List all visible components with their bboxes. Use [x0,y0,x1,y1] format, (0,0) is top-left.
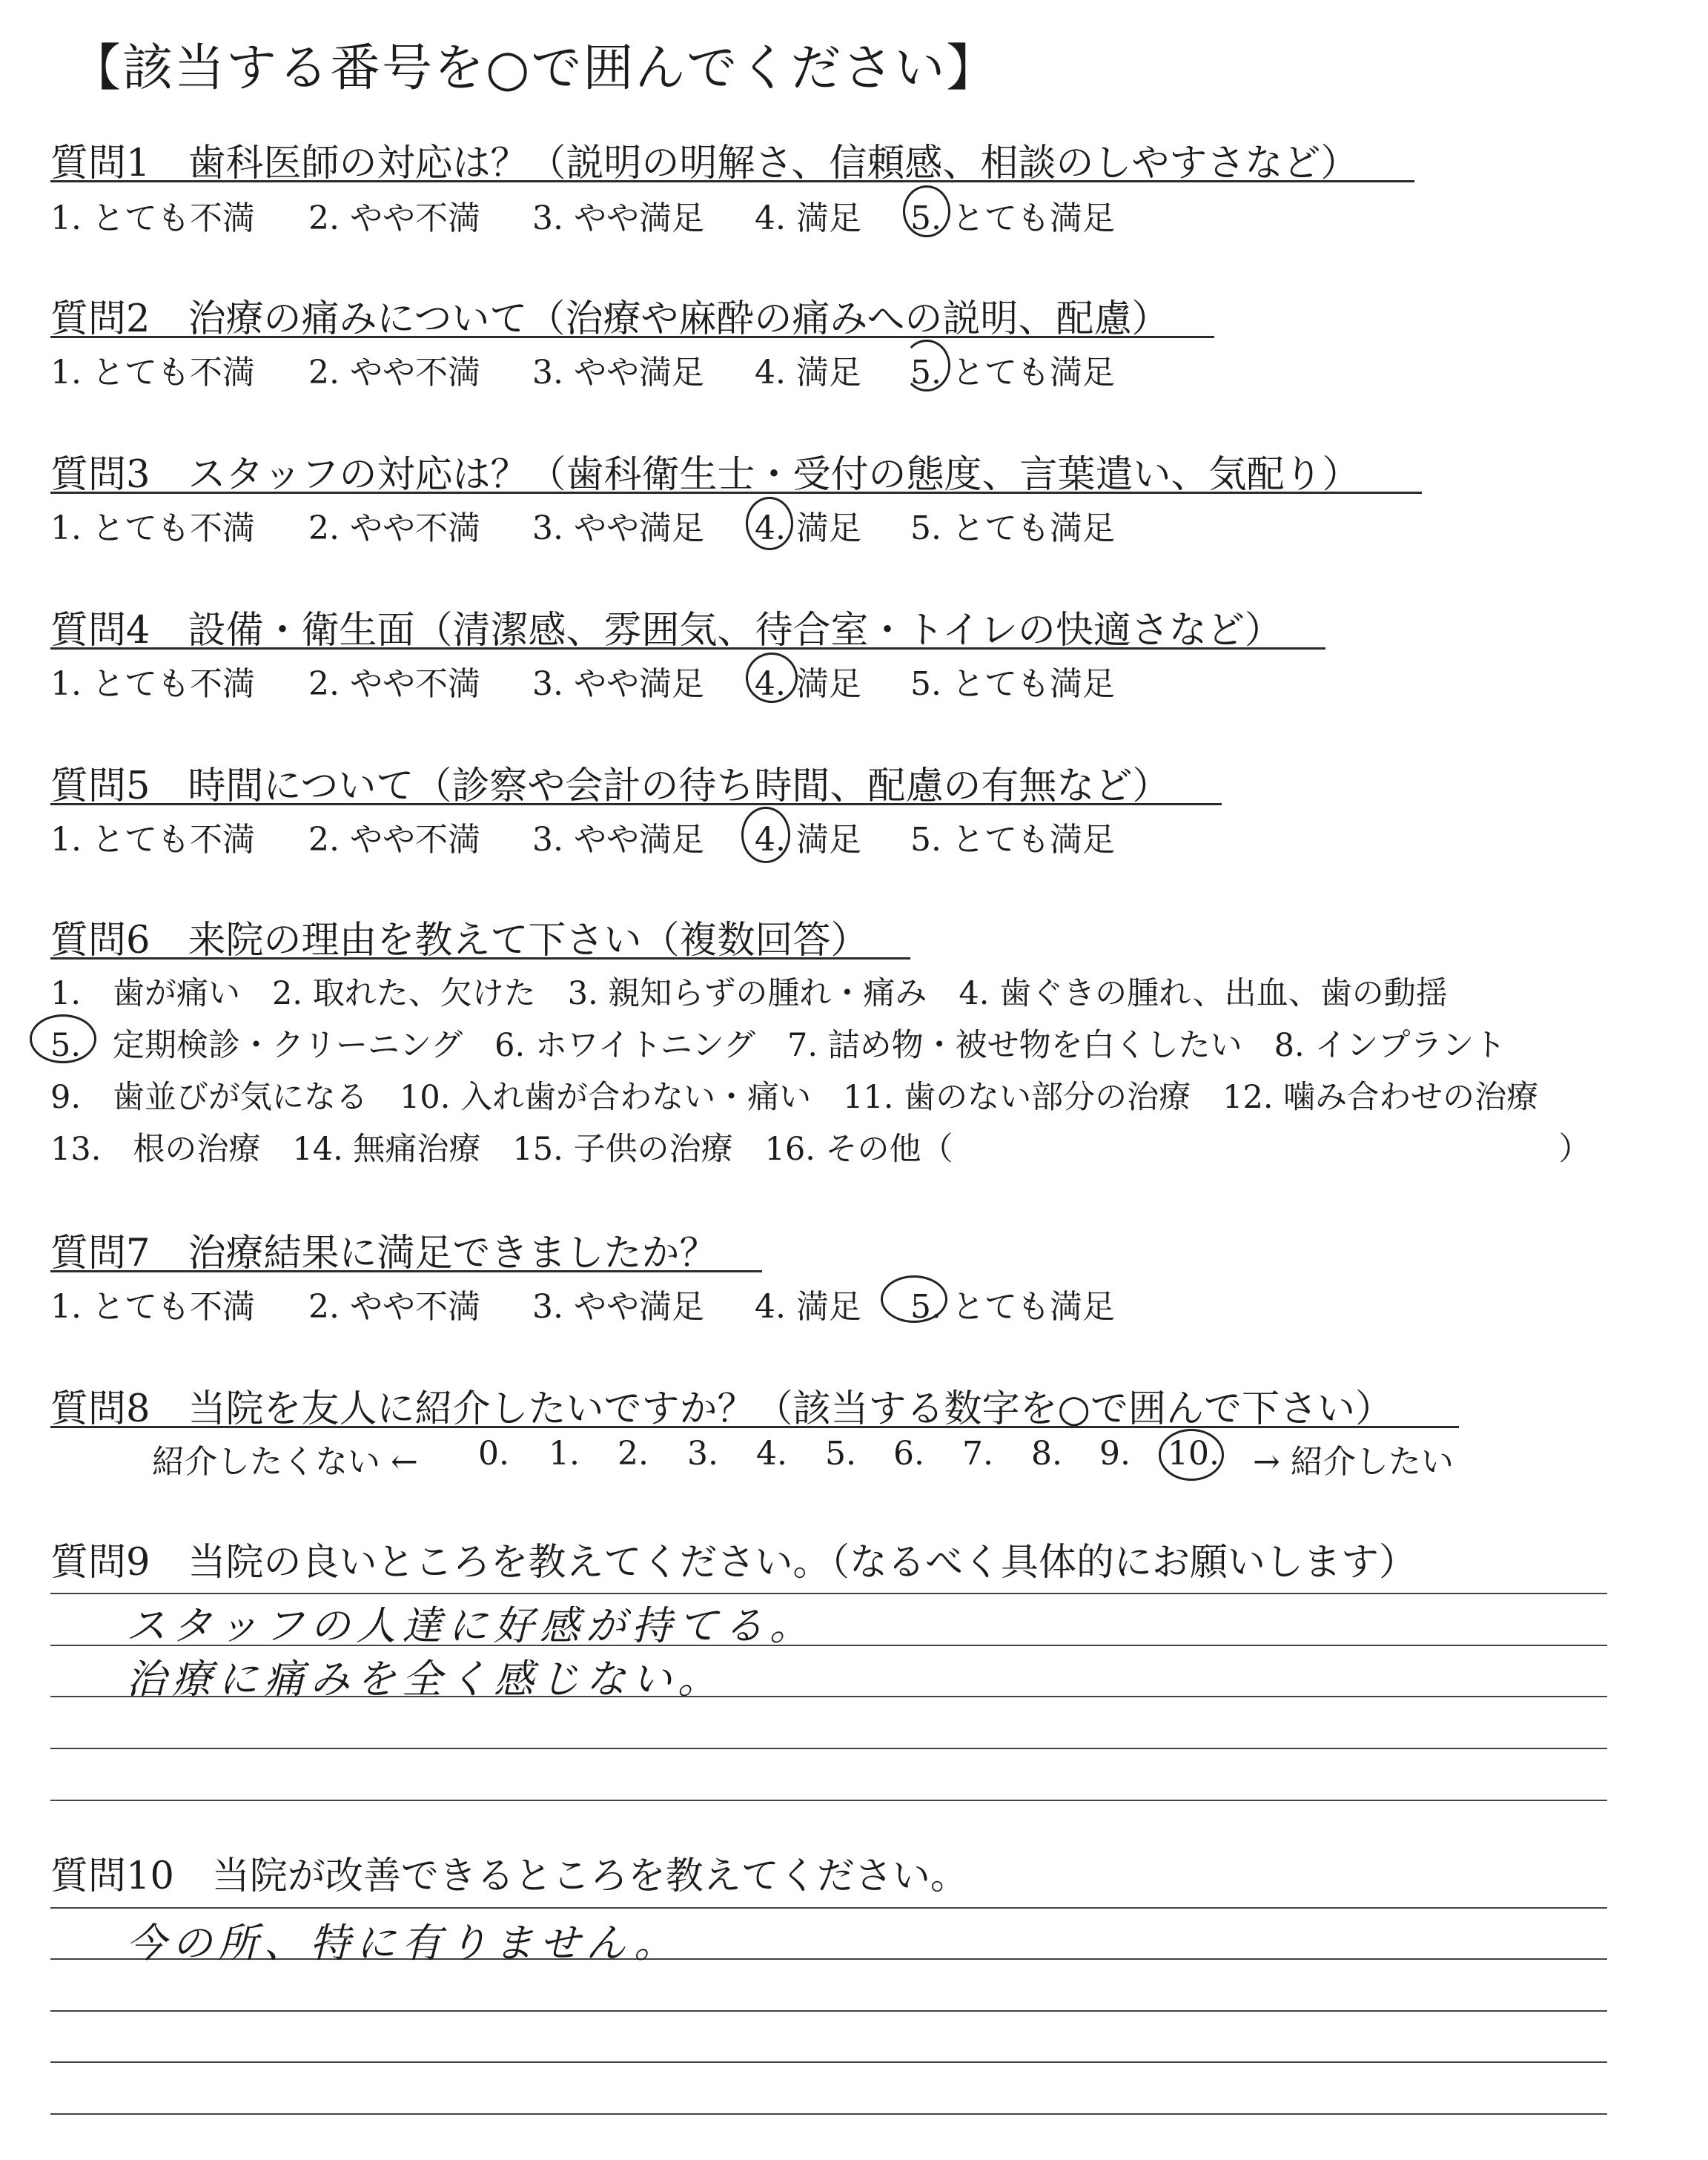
question-1-options [50,191,1237,236]
q1-option-1[interactable]: 1. とても不満 [50,199,255,237]
q4-selected-circle [746,653,798,703]
q10-answer-line [50,2061,1607,2063]
question-6-underline [50,957,910,960]
q5-option-1[interactable]: 1. とても不満 [50,821,255,859]
q8-selected-circle [1159,1429,1224,1481]
q8-score-10[interactable]: 10. [1168,1435,1219,1473]
q8-right-label: → 紹介したい [1253,1443,1454,1481]
instruction-header: 【該当する番号を○で囲んでください】 [70,39,999,98]
q4-option-3[interactable]: 3. やや満足 [532,665,704,703]
q6-reason-row-2[interactable]: 5. 定期検診・クリーニング 6. ホワイトニング 7. 詰め物・被せ物を白くしたい 8. インプラント [50,1027,1506,1064]
q5-selected-circle [741,807,790,863]
q2-option-3[interactable]: 3. やや満足 [532,354,704,392]
q9-answer-line [50,1800,1607,1801]
question-5-options [50,813,1237,857]
q1-option-3[interactable]: 3. やや満足 [532,199,704,237]
q4-option-4[interactable]: 4. 満足 [755,665,861,703]
q10-answer-line [50,1907,1607,1909]
question-8-underline [50,1426,1459,1428]
q10-handwritten-answer-1: 今の所、特に有りません。 [126,1920,681,1966]
question-4-title: 質問4 設備・衛生面（清潔感、雰囲気、待合室・トイレの快適さなど） [50,609,1282,653]
q10-answer-line [50,2113,1607,2115]
question-4-underline [50,647,1325,650]
question-4-options [50,657,1237,701]
q3-option-2[interactable]: 2. やや不満 [308,509,480,547]
question-1-title: 質問1 歯科医師の対応は？（説明の明解さ、信頼感、相談のしやすさなど） [50,142,1359,185]
question-7-title: 質問7 治療結果に満足できましたか？ [50,1232,718,1275]
question-9-title: 質問9 当院の良いところを教えてください。（なるべく具体的にお願いします） [50,1541,1417,1585]
q8-left-label: 紹介したくない ← [152,1443,418,1481]
q2-option-2[interactable]: 2. やや不満 [308,354,480,392]
q4-option-1[interactable]: 1. とても不満 [50,665,255,703]
q2-selected-circle [903,340,950,392]
q5-option-4[interactable]: 4. 満足 [755,821,861,859]
q7-option-5[interactable]: 5. とても満足 [910,1288,1115,1326]
q6-reason-row-4[interactable]: 13. 根の治療 14. 無痛治療 15. 子供の治療 16. その他（ ） [50,1131,1591,1168]
question-3-title: 質問3 スタッフの対応は？（歯科衛生士・受付の態度、言葉遣い、気配り） [50,453,1360,497]
q3-option-1[interactable]: 1. とても不満 [50,509,255,547]
q1-selected-circle [903,185,950,237]
question-2-title: 質問2 治療の痛みについて（治療や麻酔の痛みへの説明、配慮） [50,297,1170,341]
question-1-underline [50,180,1414,182]
q9-answer-line [50,1748,1607,1749]
question-5-underline [50,803,1222,805]
q3-option-5[interactable]: 5. とても満足 [910,509,1115,547]
q8-score-3[interactable]: 3. [687,1435,718,1473]
q5-option-5[interactable]: 5. とても満足 [910,821,1115,859]
q8-score-7[interactable]: 7. [962,1435,993,1473]
q1-option-5[interactable]: 5. とても満足 [910,199,1115,237]
q2-option-1[interactable]: 1. とても不満 [50,354,255,392]
q8-score-1[interactable]: 1. [549,1435,580,1473]
q4-option-2[interactable]: 2. やや不満 [308,665,480,703]
question-8-title: 質問8 当院を友人に紹介したいですか？（該当する数字を○で囲んで下さい） [50,1387,1393,1431]
q2-option-5[interactable]: 5. とても満足 [910,354,1115,392]
q2-option-4[interactable]: 4. 満足 [755,354,861,392]
q3-option-3[interactable]: 3. やや満足 [532,509,704,547]
q3-option-4[interactable]: 4. 満足 [755,509,861,547]
q7-option-3[interactable]: 3. やや満足 [532,1288,704,1326]
q7-option-4[interactable]: 4. 満足 [755,1288,861,1326]
question-2-options [50,346,1237,390]
question-6-title: 質問6 来院の理由を教えて下さい（複数回答） [50,919,869,962]
question-10-title: 質問10 当院が改善できるところを教えてください。 [50,1855,968,1898]
q5-option-2[interactable]: 2. やや不満 [308,821,480,859]
q8-score-9[interactable]: 9. [1099,1435,1131,1473]
q9-handwritten-answer-1: スタッフの人達に好感が持てる。 [126,1602,815,1649]
q7-option-1[interactable]: 1. とても不満 [50,1288,255,1326]
question-7-underline [50,1270,762,1272]
q10-answer-line [50,2010,1607,2012]
q3-selected-circle [746,497,793,550]
q4-option-5[interactable]: 5. とても満足 [910,665,1115,703]
q9-handwritten-answer-2: 治療に痛みを全く感じない。 [126,1656,724,1702]
q7-option-2[interactable]: 2. やや不満 [308,1288,480,1326]
question-7-options [50,1280,1237,1324]
question-2-underline [50,336,1214,338]
question-5-title: 質問5 時間について（診察や会計の待ち時間、配慮の有無など） [50,764,1171,808]
q8-scale [152,1435,1486,1479]
q8-score-4[interactable]: 4. [756,1435,787,1473]
q8-score-5[interactable]: 5. [825,1435,856,1473]
q8-score-8[interactable]: 8. [1031,1435,1062,1473]
q8-score-2[interactable]: 2. [618,1435,649,1473]
q5-option-3[interactable]: 3. やや満足 [532,821,704,859]
q8-score-6[interactable]: 6. [893,1435,924,1473]
question-3-underline [50,492,1422,494]
q1-option-4[interactable]: 4. 満足 [755,199,861,237]
q8-score-0[interactable]: 0. [478,1435,509,1473]
q7-selected-circle [881,1275,947,1323]
q6-reason-row-1[interactable]: 1. 歯が痛い 2. 取れた、欠けた 3. 親知らずの腫れ・痛み 4. 歯ぐきの腫れ、出血、歯の動揺 [50,975,1448,1012]
question-3-options [50,501,1237,546]
q1-option-2[interactable]: 2. やや不満 [308,199,480,237]
q6-reason-row-3[interactable]: 9. 歯並びが気になる 10. 入れ歯が合わない・痛い 11. 歯のない部分の治療 12. 噛み合わせの治療 [50,1079,1539,1116]
q6-selected-circle [30,1014,96,1063]
